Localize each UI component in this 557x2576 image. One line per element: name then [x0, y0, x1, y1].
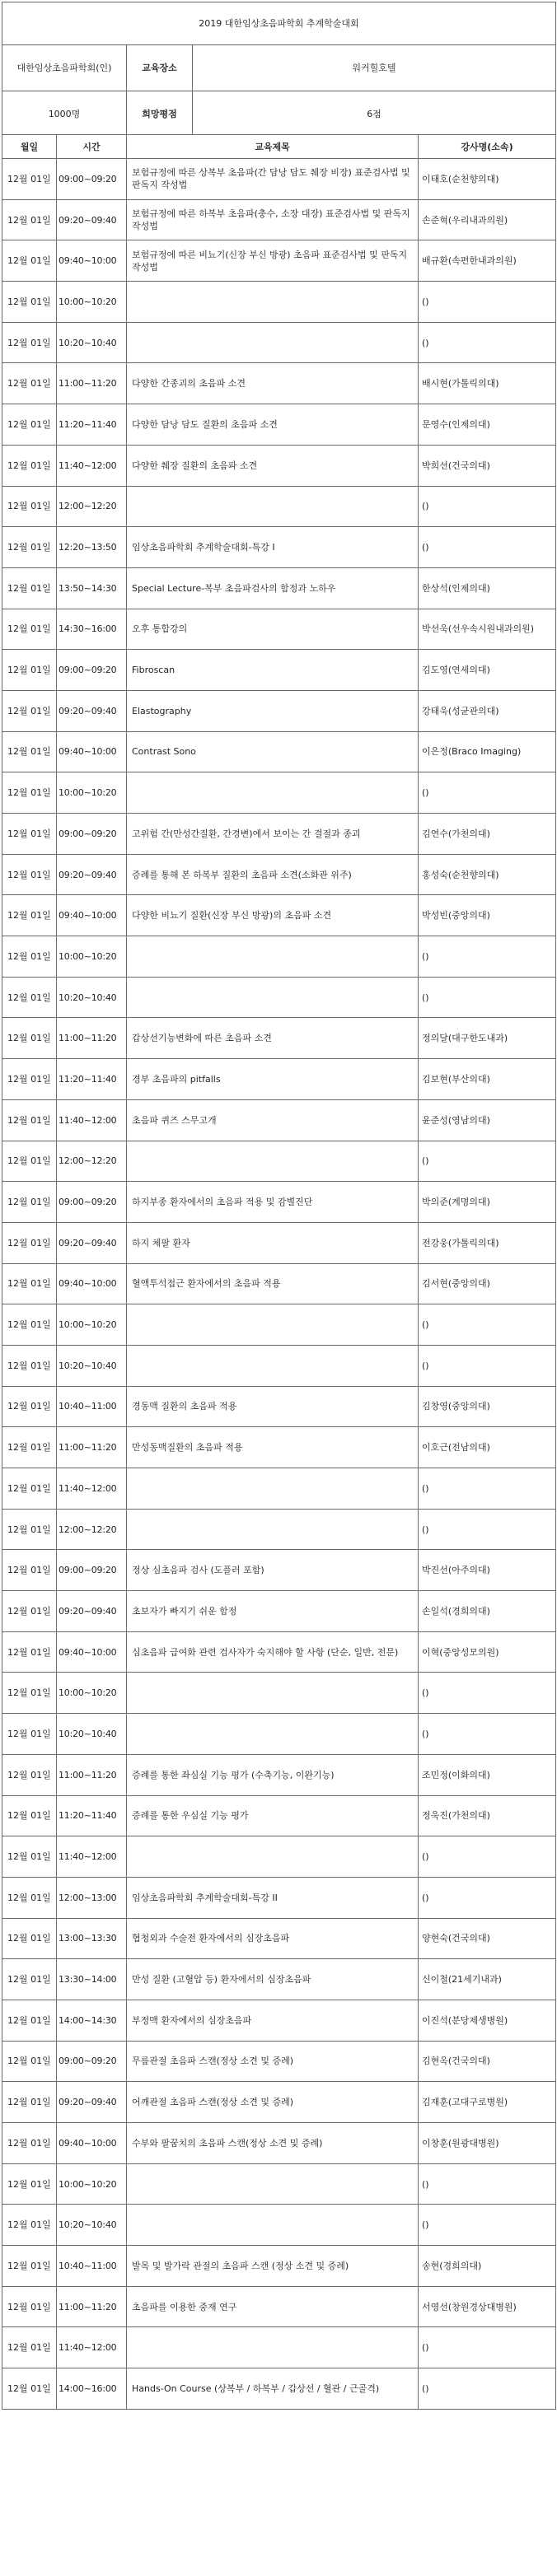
- table-row: [2, 445, 556, 486]
- session-time: 14:00~14:30: [57, 2000, 127, 2041]
- session-date: 12월 01일: [2, 2123, 57, 2164]
- table-row: [2, 486, 556, 527]
- session-date: 12월 01일: [2, 895, 57, 936]
- session-speaker: 박진선(아주의대): [419, 1550, 556, 1591]
- session-topic: [127, 1345, 419, 1386]
- course-title: 2019 대한임상초음파학회 추계학술대회: [2, 2, 556, 45]
- session-time: 09:00~09:20: [57, 1182, 127, 1223]
- session-topic: 보험규정에 따른 상복부 초음파(간 담낭 담도 췌장 비장) 표준검사법 및 판독지 작성법: [127, 159, 419, 200]
- session-time: 14:00~16:00: [57, 2368, 127, 2410]
- session-date: 12월 01일: [2, 2368, 57, 2410]
- session-date: 12월 01일: [2, 2327, 57, 2368]
- session-topic: 임상초음파학회 추계학술대회-특강 I: [127, 527, 419, 568]
- session-date: 12월 01일: [2, 282, 57, 323]
- session-time: 10:20~10:40: [57, 977, 127, 1018]
- session-topic: 증례를 통해 본 하복부 질환의 초음파 소견(소화관 위주): [127, 854, 419, 895]
- table-row: [2, 1836, 556, 1878]
- session-time: 10:00~10:20: [57, 936, 127, 978]
- session-time: 09:40~10:00: [57, 1631, 127, 1673]
- session-topic: [127, 977, 419, 1018]
- schedule-table: [2, 134, 556, 2410]
- session-speaker: 이진석(분당제생병원): [419, 2000, 556, 2041]
- session-speaker: 양현숙(건국의대): [419, 1918, 556, 1959]
- session-speaker: 한상석(인제의대): [419, 567, 556, 609]
- session-speaker: 박의준(계명의대): [419, 1182, 556, 1223]
- session-speaker: 신이철(21세기내과): [419, 1959, 556, 2000]
- session-topic: [127, 2205, 419, 2246]
- session-time: 10:00~10:20: [57, 282, 127, 323]
- table-row: [2, 1509, 556, 1550]
- session-time: 09:40~10:00: [57, 240, 127, 282]
- table-row: [2, 527, 556, 568]
- session-speaker: 김보현(부산의대): [419, 1059, 556, 1100]
- session-time: 09:00~09:20: [57, 1550, 127, 1591]
- table-row: [2, 1304, 556, 1346]
- table-row: [2, 1591, 556, 1632]
- session-date: 12월 01일: [2, 609, 57, 650]
- table-row: [2, 404, 556, 446]
- session-speaker: 정의달(대구한도내과): [419, 1018, 556, 1059]
- session-speaker: (): [419, 977, 556, 1018]
- session-topic: 다양한 췌장 질환의 초음파 소견: [127, 445, 419, 486]
- session-time: 10:40~11:00: [57, 2246, 127, 2287]
- session-speaker: 홍성숙(순천향의대): [419, 854, 556, 895]
- session-date: 12월 01일: [2, 1714, 57, 1755]
- session-topic: Elastography: [127, 690, 419, 731]
- table-row: [2, 1468, 556, 1510]
- session-time: 09:20~09:40: [57, 690, 127, 731]
- session-speaker: (): [419, 1836, 556, 1878]
- session-time: 09:20~09:40: [57, 2082, 127, 2123]
- session-topic: 다양한 간종괴의 초음파 소견: [127, 363, 419, 404]
- session-speaker: 배시현(가톨릭의대): [419, 363, 556, 404]
- session-date: 12월 01일: [2, 445, 57, 486]
- session-date: 12월 01일: [2, 527, 57, 568]
- session-topic: Fibroscan: [127, 650, 419, 691]
- table-row: [2, 1263, 556, 1304]
- session-date: 12월 01일: [2, 1059, 57, 1100]
- session-topic: [127, 1836, 419, 1878]
- table-row: [2, 2000, 556, 2041]
- session-topic: 하지부종 환자에서의 초음파 적용 및 감별진단: [127, 1182, 419, 1223]
- session-date: 12월 01일: [2, 1427, 57, 1468]
- schedule-body: [2, 159, 556, 2410]
- session-date: 12월 01일: [2, 1550, 57, 1591]
- table-row: [2, 2368, 556, 2410]
- credits-label: 희망평점: [127, 91, 193, 138]
- table-row: [2, 1141, 556, 1182]
- session-speaker: (): [419, 486, 556, 527]
- session-date: 12월 01일: [2, 240, 57, 282]
- table-row: [2, 2041, 556, 2082]
- session-date: 12월 01일: [2, 2000, 57, 2041]
- session-speaker: (): [419, 1714, 556, 1755]
- session-topic: [127, 282, 419, 323]
- session-speaker: (): [419, 2368, 556, 2410]
- session-time: 09:20~09:40: [57, 199, 127, 240]
- table-row: [2, 2286, 556, 2327]
- session-topic: [127, 772, 419, 814]
- session-time: 10:00~10:20: [57, 772, 127, 814]
- table-row: [2, 159, 556, 200]
- session-time: 09:40~10:00: [57, 2123, 127, 2164]
- session-speaker: 손일석(경희의대): [419, 1591, 556, 1632]
- table-row: [2, 690, 556, 731]
- session-date: 12월 01일: [2, 1877, 57, 1918]
- table-row: [2, 731, 556, 772]
- session-speaker: (): [419, 2205, 556, 2246]
- session-date: 12월 01일: [2, 814, 57, 855]
- session-time: 13:30~14:00: [57, 1959, 127, 2000]
- column-header-topic: 교육제목: [127, 135, 419, 159]
- session-topic: Hands-On Course (상복부 / 하복부 / 갑상선 / 혈관 / 근골격): [127, 2368, 419, 2410]
- session-speaker: 박선욱(선우속시원내과의원): [419, 609, 556, 650]
- table-row: [2, 1182, 556, 1223]
- schedule-header-row: [2, 135, 556, 159]
- session-date: 12월 01일: [2, 1099, 57, 1141]
- table-row: [2, 2327, 556, 2368]
- venue: 워커힐호텔: [193, 45, 556, 91]
- session-topic: 혈액투석접근 환자에서의 초음파 적용: [127, 1263, 419, 1304]
- session-speaker: 송현(경희의대): [419, 2246, 556, 2287]
- session-date: 12월 01일: [2, 2041, 57, 2082]
- session-date: 12월 01일: [2, 1509, 57, 1550]
- session-time: 09:40~10:00: [57, 895, 127, 936]
- session-time: 11:00~11:20: [57, 363, 127, 404]
- session-date: 12월 01일: [2, 1959, 57, 2000]
- table-row: [2, 282, 556, 323]
- venue-label: 교육장소: [127, 45, 193, 91]
- session-speaker: (): [419, 2163, 556, 2205]
- session-date: 12월 01일: [2, 2286, 57, 2327]
- session-time: 11:00~11:20: [57, 1427, 127, 1468]
- table-row: [2, 1222, 556, 1263]
- session-date: 12월 01일: [2, 1754, 57, 1795]
- session-time: 11:00~11:20: [57, 1018, 127, 1059]
- session-time: 14:30~16:00: [57, 609, 127, 650]
- session-topic: [127, 1673, 419, 1714]
- table-row: [2, 1550, 556, 1591]
- table-row: [2, 1059, 556, 1100]
- session-speaker: 전강웅(가톨릭의대): [419, 1222, 556, 1263]
- table-row: [2, 363, 556, 404]
- organizer: 대한임상초음파학회(인): [2, 45, 127, 91]
- session-speaker: (): [419, 1468, 556, 1510]
- session-time: 09:20~09:40: [57, 1591, 127, 1632]
- column-header-time: 시간: [57, 135, 127, 159]
- session-time: 09:00~09:20: [57, 650, 127, 691]
- session-topic: 다양한 비뇨기 질환(신장 부신 방광)의 초음파 소견: [127, 895, 419, 936]
- session-date: 12월 01일: [2, 1673, 57, 1714]
- session-time: 09:40~10:00: [57, 1263, 127, 1304]
- session-time: 10:00~10:20: [57, 1304, 127, 1346]
- table-row: [2, 895, 556, 936]
- session-date: 12월 01일: [2, 486, 57, 527]
- session-time: 10:20~10:40: [57, 1714, 127, 1755]
- session-speaker: (): [419, 282, 556, 323]
- session-topic: [127, 1509, 419, 1550]
- session-date: 12월 01일: [2, 363, 57, 404]
- session-speaker: 문영수(인제의대): [419, 404, 556, 446]
- session-topic: 만성 질환 (고혈압 등) 환자에서의 심장초음파: [127, 1959, 419, 2000]
- session-topic: [127, 1141, 419, 1182]
- session-time: 12:00~12:20: [57, 1141, 127, 1182]
- session-time: 11:00~11:20: [57, 1754, 127, 1795]
- session-date: 12월 01일: [2, 404, 57, 446]
- session-topic: 고위험 간(만성간질환, 간경변)에서 보이는 간 결절과 종괴: [127, 814, 419, 855]
- session-speaker: (): [419, 936, 556, 978]
- session-time: 09:20~09:40: [57, 854, 127, 895]
- session-date: 12월 01일: [2, 772, 57, 814]
- table-row: [2, 650, 556, 691]
- session-topic: 만성동맥질환의 초음파 적용: [127, 1427, 419, 1468]
- session-speaker: 이창훈(원광대병원): [419, 2123, 556, 2164]
- session-speaker: 김도영(연세의대): [419, 650, 556, 691]
- session-date: 12월 01일: [2, 1918, 57, 1959]
- session-topic: 증례를 통한 좌심실 기능 평가 (수축기능, 이완기능): [127, 1754, 419, 1795]
- session-time: 10:40~11:00: [57, 1386, 127, 1427]
- table-row: [2, 2123, 556, 2164]
- session-time: 12:00~12:20: [57, 1509, 127, 1550]
- session-speaker: 윤준성(영남의대): [419, 1099, 556, 1141]
- table-row: [2, 814, 556, 855]
- session-speaker: 김연수(가천의대): [419, 814, 556, 855]
- session-time: 09:20~09:40: [57, 1222, 127, 1263]
- session-topic: 초음파를 이용한 중재 연구: [127, 2286, 419, 2327]
- session-time: 11:20~11:40: [57, 404, 127, 446]
- table-row: [2, 1877, 556, 1918]
- session-topic: 부정맥 환자에서의 심장초음파: [127, 2000, 419, 2041]
- table-row: [2, 240, 556, 282]
- session-date: 12월 01일: [2, 650, 57, 691]
- session-topic: [127, 1468, 419, 1510]
- session-date: 12월 01일: [2, 690, 57, 731]
- session-topic: 하지 체팔 환자: [127, 1222, 419, 1263]
- session-time: 11:40~12:00: [57, 445, 127, 486]
- table-row: [2, 1018, 556, 1059]
- table-row: [2, 2205, 556, 2246]
- session-speaker: (): [419, 772, 556, 814]
- session-speaker: 박성빈(중앙의대): [419, 895, 556, 936]
- session-speaker: 이은정(Braco Imaging): [419, 731, 556, 772]
- table-row: [2, 1714, 556, 1755]
- table-row: [2, 1795, 556, 1836]
- session-topic: [127, 936, 419, 978]
- capacity: 1000명: [2, 91, 127, 138]
- session-topic: 다양한 담낭 담도 질환의 초음파 소견: [127, 404, 419, 446]
- table-row: [2, 1754, 556, 1795]
- session-topic: 초음파 퀴즈 스무고개: [127, 1099, 419, 1141]
- session-topic: 임상초음파학회 추계학술대회-특강 II: [127, 1877, 419, 1918]
- table-row: [2, 2246, 556, 2287]
- session-topic: 어깨관절 초음파 스캔(정상 소견 및 증례): [127, 2082, 419, 2123]
- table-row: [2, 1673, 556, 1714]
- session-date: 12월 01일: [2, 1345, 57, 1386]
- session-topic: 무릎관절 초음파 스캔(정상 소견 및 증례): [127, 2041, 419, 2082]
- session-time: 11:00~11:20: [57, 2286, 127, 2327]
- session-time: 12:00~13:00: [57, 1877, 127, 1918]
- session-topic: [127, 1304, 419, 1346]
- session-date: 12월 01일: [2, 2205, 57, 2246]
- session-time: 09:40~10:00: [57, 731, 127, 772]
- session-speaker: (): [419, 1877, 556, 1918]
- session-speaker: 박희선(건국의대): [419, 445, 556, 486]
- table-row: [2, 1631, 556, 1673]
- session-speaker: 이혁(중앙성모의원): [419, 1631, 556, 1673]
- session-date: 12월 01일: [2, 1222, 57, 1263]
- session-topic: 경부 초음파의 pitfalls: [127, 1059, 419, 1100]
- table-row: [2, 567, 556, 609]
- session-date: 12월 01일: [2, 1263, 57, 1304]
- session-speaker: (): [419, 1304, 556, 1346]
- session-date: 12월 01일: [2, 1591, 57, 1632]
- session-topic: 발목 및 발가락 관절의 초음파 스캔 (정상 소견 및 증례): [127, 2246, 419, 2287]
- session-speaker: 서영선(창원경상대병원): [419, 2286, 556, 2327]
- session-date: 12월 01일: [2, 1631, 57, 1673]
- session-time: 11:40~12:00: [57, 2327, 127, 2368]
- session-date: 12월 01일: [2, 854, 57, 895]
- session-date: 12월 01일: [2, 1018, 57, 1059]
- session-speaker: (): [419, 1673, 556, 1714]
- session-speaker: 정욱진(가천의대): [419, 1795, 556, 1836]
- session-date: 12월 01일: [2, 1182, 57, 1223]
- session-date: 12월 01일: [2, 1836, 57, 1878]
- session-time: 12:20~13:50: [57, 527, 127, 568]
- session-speaker: (): [419, 2327, 556, 2368]
- session-topic: 정상 심초음파 검사 (도플러 포함): [127, 1550, 419, 1591]
- session-time: 10:00~10:20: [57, 2163, 127, 2205]
- session-date: 12월 01일: [2, 567, 57, 609]
- session-date: 12월 01일: [2, 322, 57, 363]
- session-time: 13:50~14:30: [57, 567, 127, 609]
- session-date: 12월 01일: [2, 1386, 57, 1427]
- session-date: 12월 01일: [2, 159, 57, 200]
- session-topic: [127, 2327, 419, 2368]
- session-date: 12월 01일: [2, 1304, 57, 1346]
- session-speaker: (): [419, 322, 556, 363]
- session-date: 12월 01일: [2, 1795, 57, 1836]
- session-time: 12:00~12:20: [57, 486, 127, 527]
- session-time: 11:20~11:40: [57, 1059, 127, 1100]
- session-speaker: 손준혁(우리내과의원): [419, 199, 556, 240]
- session-date: 12월 01일: [2, 2163, 57, 2205]
- session-time: 10:20~10:40: [57, 2205, 127, 2246]
- session-topic: 초보자가 빠지기 쉬운 함정: [127, 1591, 419, 1632]
- session-topic: [127, 322, 419, 363]
- column-header-date: 월일: [2, 135, 57, 159]
- table-row: [2, 1386, 556, 1427]
- session-speaker: (): [419, 1141, 556, 1182]
- session-time: 09:00~09:20: [57, 159, 127, 200]
- table-row: [2, 322, 556, 363]
- session-topic: 수부와 팔꿈치의 초음파 스캔(정상 소견 및 증례): [127, 2123, 419, 2164]
- table-row: [2, 199, 556, 240]
- table-row: [2, 1918, 556, 1959]
- table-row: [2, 1099, 556, 1141]
- session-date: 12월 01일: [2, 731, 57, 772]
- session-topic: [127, 486, 419, 527]
- session-topic: 증례를 통한 우심실 기능 평가: [127, 1795, 419, 1836]
- session-speaker: 김창영(중앙의대): [419, 1386, 556, 1427]
- session-speaker: 강태욱(성균관의대): [419, 690, 556, 731]
- table-row: [2, 977, 556, 1018]
- session-date: 12월 01일: [2, 199, 57, 240]
- session-topic: 보험규정에 따른 하복부 초음파(충수, 소장 대장) 표준검사법 및 판독지 작성법: [127, 199, 419, 240]
- session-speaker: (): [419, 527, 556, 568]
- session-speaker: 김현옥(건국의대): [419, 2041, 556, 2082]
- session-time: 13:00~13:30: [57, 1918, 127, 1959]
- session-speaker: 김재훈(고대구로병원): [419, 2082, 556, 2123]
- session-speaker: (): [419, 1509, 556, 1550]
- session-speaker: (): [419, 1345, 556, 1386]
- session-topic: 협청외과 수술전 환자에서의 심장초음파: [127, 1918, 419, 1959]
- session-time: 09:00~09:20: [57, 2041, 127, 2082]
- table-row: [2, 2082, 556, 2123]
- session-topic: Special Lecture-복부 초음파검사의 함정과 노하우: [127, 567, 419, 609]
- table-row: [2, 2163, 556, 2205]
- session-time: 11:40~12:00: [57, 1468, 127, 1510]
- session-time: 10:20~10:40: [57, 322, 127, 363]
- course-info-table: [2, 2, 556, 138]
- session-topic: 경동맥 질환의 초음파 적용: [127, 1386, 419, 1427]
- session-date: 12월 01일: [2, 1141, 57, 1182]
- table-row: [2, 1345, 556, 1386]
- session-date: 12월 01일: [2, 2082, 57, 2123]
- session-topic: Contrast Sono: [127, 731, 419, 772]
- table-row: [2, 1427, 556, 1468]
- session-speaker: 이호근(전남의대): [419, 1427, 556, 1468]
- credits: 6점: [193, 91, 556, 138]
- table-row: [2, 1959, 556, 2000]
- session-time: 09:00~09:20: [57, 814, 127, 855]
- session-time: 11:40~12:00: [57, 1099, 127, 1141]
- session-speaker: 이태호(순천향의대): [419, 159, 556, 200]
- session-speaker: 배규환(속편한내과의원): [419, 240, 556, 282]
- column-header-speaker: 강사명(소속): [419, 135, 556, 159]
- table-row: [2, 609, 556, 650]
- session-date: 12월 01일: [2, 1468, 57, 1510]
- session-date: 12월 01일: [2, 2246, 57, 2287]
- session-time: 10:20~10:40: [57, 1345, 127, 1386]
- session-topic: [127, 1714, 419, 1755]
- session-date: 12월 01일: [2, 977, 57, 1018]
- session-time: 10:00~10:20: [57, 1673, 127, 1714]
- session-time: 11:40~12:00: [57, 1836, 127, 1878]
- session-topic: 오후 통합강의: [127, 609, 419, 650]
- session-topic: 갑상선기능변화에 따른 초음파 소견: [127, 1018, 419, 1059]
- table-row: [2, 854, 556, 895]
- session-topic: [127, 2163, 419, 2205]
- session-speaker: 김서현(중앙의대): [419, 1263, 556, 1304]
- session-speaker: 조민정(이화의대): [419, 1754, 556, 1795]
- session-topic: 보험규정에 따른 비뇨기(신장 부신 방광) 초음파 표준검사법 및 판독지 작성법: [127, 240, 419, 282]
- session-topic: 심초음파 급여화 관련 검사자가 숙지해야 할 사항 (단순, 일반, 전문): [127, 1631, 419, 1673]
- session-time: 11:20~11:40: [57, 1795, 127, 1836]
- table-row: [2, 936, 556, 978]
- session-date: 12월 01일: [2, 936, 57, 978]
- table-row: [2, 772, 556, 814]
